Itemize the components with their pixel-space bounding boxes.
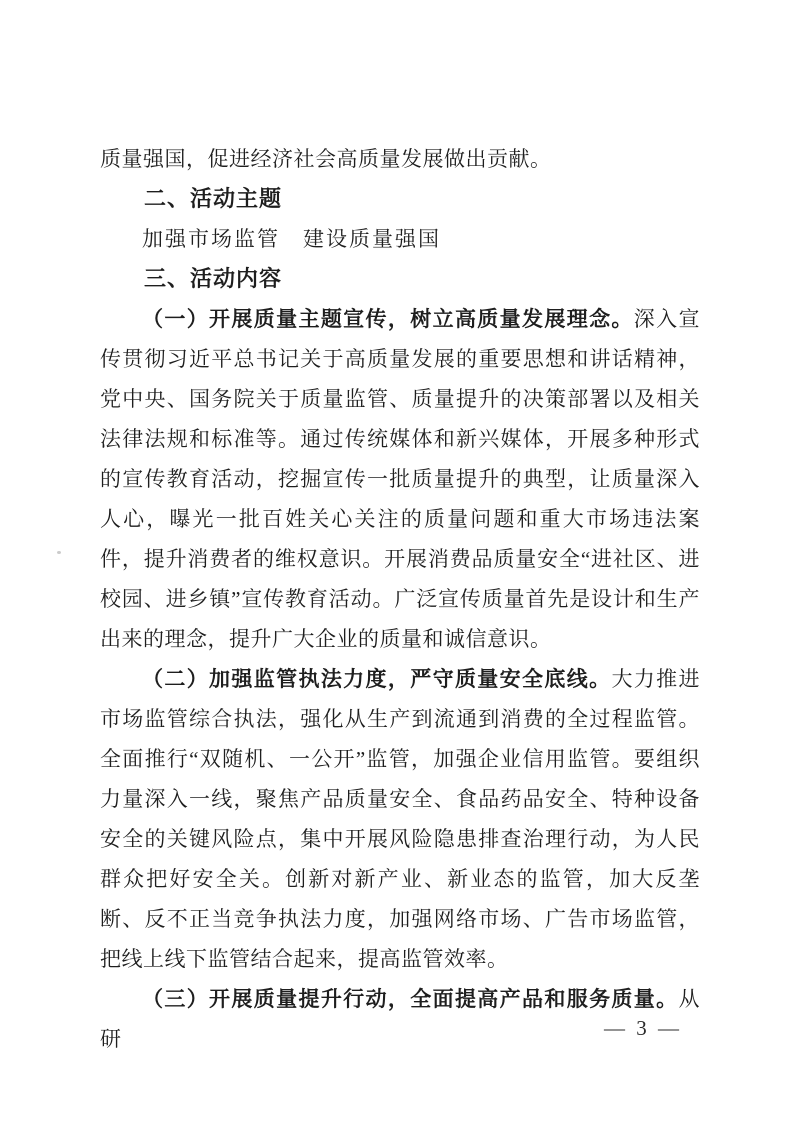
paragraph-item-3-text: 从研 <box>100 987 700 1051</box>
scan-artifact-dot <box>57 551 61 554</box>
paragraph-item-1-text: 深入宣传贯彻习近平总书记关于高质量发展的重要思想和讲话精神，党中央、国务院关于质量监管、质量提升的决策部署以及相关法律法规和标准等。通过传统媒体和新兴媒体，开展多种形式的宣传教育活动，挖掘宣传一批质量提升的典型，让质量深入人心，曝光一批百姓关心关注的质量问题和重大市场违法案件，提升消费者的维权意识。开展消费品质量安全“进社区、进校园、进乡镇”宣传教育活动。广泛宣传质量首先是设计和生产出来的理念，提升广大企业的质量和诚信意识。 <box>100 307 701 651</box>
page-number: — 3 — <box>604 1016 682 1040</box>
paragraph-item-3-lead: （三）开展质量提升行动，全面提高产品和服务质量。 <box>142 987 679 1011</box>
activity-theme-text: 加强市场监管 建设质量强国 <box>142 227 441 251</box>
paragraph-item-2-text: 大力推进市场监管综合执法，强化从生产到流通到消费的全过程监管。全面推行“双随机、一公开”监管，加强企业信用监管。要组织力量深入一线，聚焦产品质量安全、食品药品安全、特种设备安全的关键风险点，集中开展风险隐患排查治理行动，为人民群众把好安全关。创新对新产业、新业态的监管，加大反垄断、反不正当竞争执法力度，加强网络市场、广告市场监管，把线上线下监管结合起来，提高监管效率。 <box>100 667 700 971</box>
document-body <box>100 139 700 1059</box>
paragraph-item-2-lead: （二）加强监管执法力度，严守质量安全底线。 <box>142 667 612 691</box>
section-heading-activity-theme: 二、活动主题 <box>144 186 283 211</box>
paragraph-item-2 <box>100 659 700 979</box>
paragraph-item-1-lead: （一）开展质量主题宣传，树立高质量发展理念。 <box>142 307 634 331</box>
paragraph-item-1 <box>100 299 700 659</box>
section-heading-activity-content: 三、活动内容 <box>144 266 283 291</box>
continuation-line: 质量强国，促进经济社会高质量发展做出贡献。 <box>100 147 552 171</box>
